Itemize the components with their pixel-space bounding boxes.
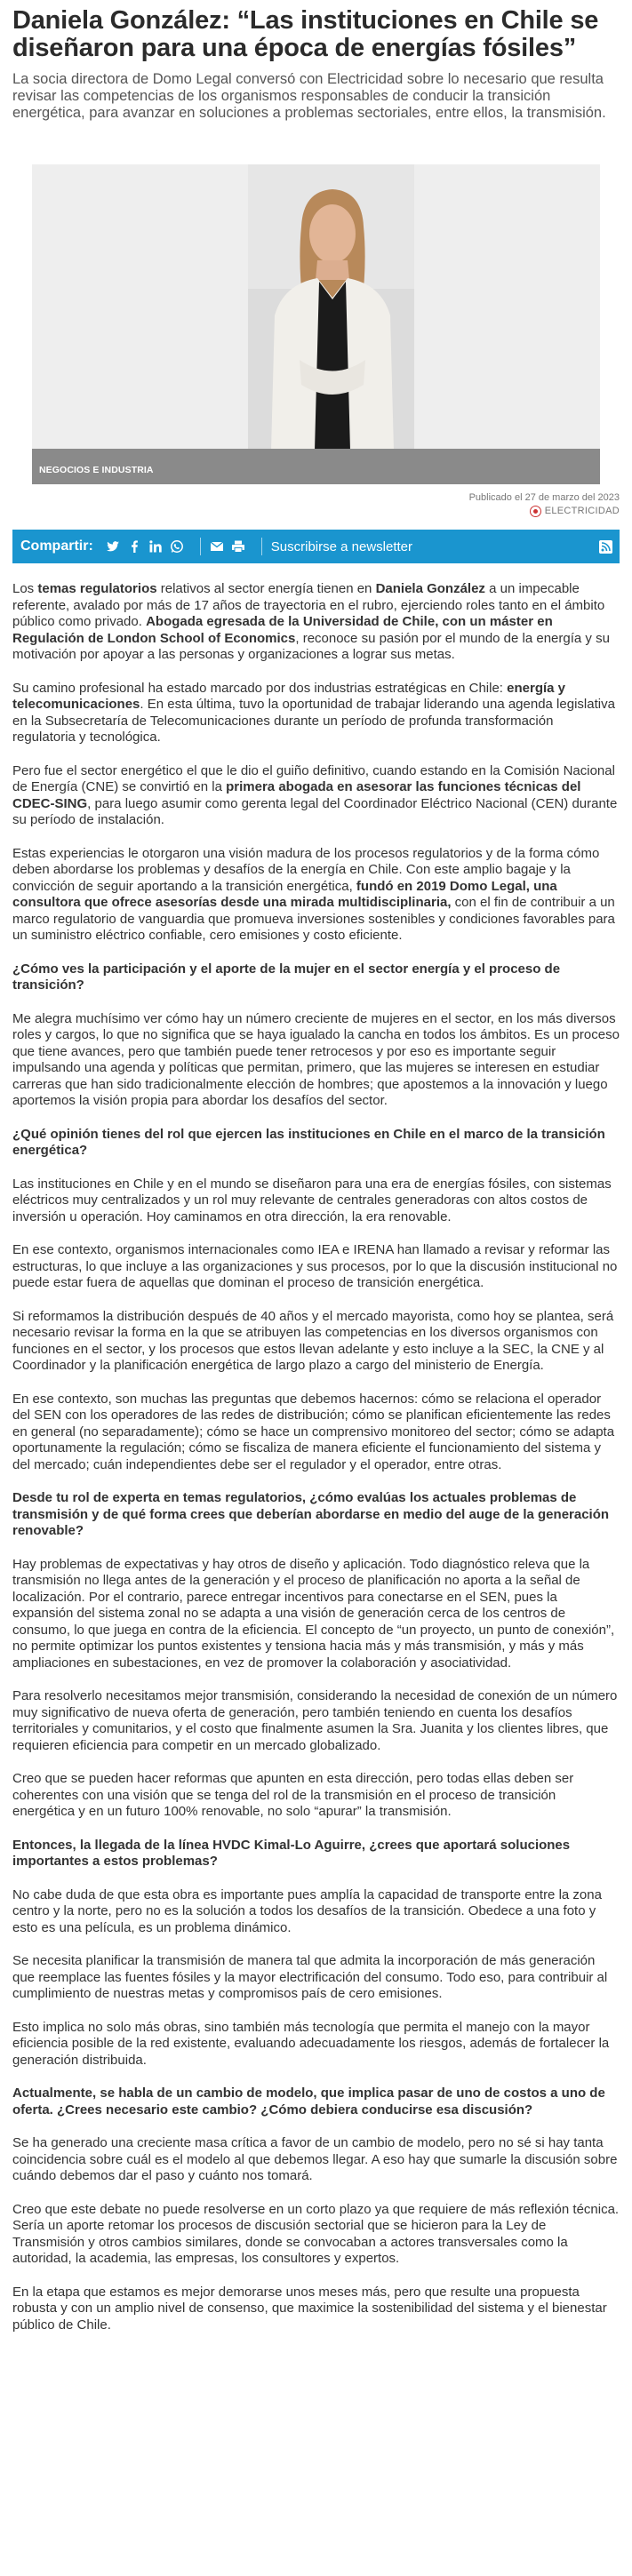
- section-tag-label: ELECTRICIDAD: [544, 506, 620, 516]
- bold-run: energía y telecomunicaciones: [12, 680, 566, 712]
- category-overlay: [32, 449, 600, 484]
- paragraph: [12, 846, 620, 945]
- linkedin-icon[interactable]: [148, 539, 163, 554]
- bold-run: Abogada egresada de la Universidad de Chile, con un máster en Regulación de London School of Economics: [12, 614, 553, 646]
- text-run: relativos al sector energía tienen en: [156, 581, 376, 596]
- bold-run: fundó en 2019 Domo Legal, una consultora que ofrece asesorías desde una mirada multidisciplinaria,: [12, 878, 557, 910]
- hero-image: [32, 164, 600, 484]
- text-run: Estas experiencias le otorgaron una visión madura de los procesos regulatorios y de la forma cómo deben abordarse los problemas y desafíos de la energía en Chile. Con este amplio bagaje y la convicción de seguir aportando a la transición energética,: [12, 845, 600, 894]
- category-label[interactable]: NEGOCIOS E INDUSTRIA: [39, 465, 154, 475]
- paragraph: No cabe duda de que esta obra es importante pues amplía la capacidad de transporte entre la zona centro y la norte, pero no es la solución a todos los desafíos de la transición. Obedece a una foto y esto es una película, es un problema dinámico.: [12, 1886, 602, 1935]
- facebook-icon[interactable]: [127, 539, 141, 554]
- article-meta: [12, 491, 620, 522]
- paragraph: Hay problemas de expectativas y hay otros de diseño y aplicación. Todo diagnóstico releva que la transmisión no llega antes de la generación y el proceso de planificación no aporta a la señal de localización. Por el contrario, parece entregar incentivos para conectarse en el SEN, pues la expansión del sistema zonal no se adapta a una visión de generación cerca de los centros de consumo, lo que juega en contra de la eficiencia. El concepto de “un proyecto, un punto de conexión”, no permite optimizar los puntos existentes y tensiona hacia más y más transmisión, y más y más ampliaciones en subestaciones, en vez de promover la colaboración y asociatividad.: [12, 1556, 615, 1671]
- text-run: a un impecable referente, avalado por más de 17 años de trayectoria en el rubro, ejerciendo roles tanto en el ámbito público como privado.: [12, 581, 605, 629]
- paragraph: En ese contexto, son muchas las preguntas que debemos hacernos: cómo se relaciona el operador del SEN con los operadores de las redes de distribución; cómo se planifican eficientemente las redes en general (no separadamente); cómo se hace un comprensivo monitoreo del sector; cómo se adapta oportunamente la regulación; cómo se fiscaliza de manera eficiente el funcionamiento del sistema y del mercado; cuán independientes debe ser el regulador y el operador, entre otras.: [12, 1391, 615, 1472]
- print-icon[interactable]: [231, 539, 245, 554]
- bold-run: Daniela González: [375, 581, 485, 596]
- paragraph: Esto implica no solo más obras, sino también más tecnología que permita el manejo con la mayor eficiencia posible de la red existente, evaluando adecuadamente los riesgos, además de fortalecer la generación distribuida.: [12, 2019, 610, 2068]
- share-divider: [261, 538, 262, 555]
- article-title: Daniela González: “Las instituciones en Chile se diseñaron para una época de energías fósiles”: [12, 6, 599, 62]
- interview-question: ¿Cómo ves la participación y el aporte de la mujer en el sector energía y el proceso de transición?: [12, 961, 561, 993]
- rss-icon[interactable]: [599, 540, 612, 554]
- bold-run: temas regulatorios: [37, 581, 157, 596]
- paragraph: Si reformamos la distribución después de 40 años y el mercado mayorista, como hoy se plantea, será necesario revisar la forma en la que se atribuyen las competencias en los diversos organismos con funciones en el sector, y los procesos que estos llevan adelante y esto incluye a la SEC, la CNE y al Coordinador y la planificación energética de largo plazo a cargo del ministerio de Energía.: [12, 1308, 614, 1373]
- email-icon[interactable]: [210, 539, 224, 554]
- text-run: . En esta última, tuvo la oportunidad de trabajar liderando una agenda legislativa en la Subsecretaría de Telecomunicaciones durante un período de profunda transformación regulatoria y tecnológica.: [12, 697, 615, 745]
- article-body: [12, 581, 620, 2333]
- text-run: Los: [12, 581, 38, 596]
- text-run: , reconoce su pasión por el mundo de la energía y su motivación por apoyar a las personas y organizaciones a lograr sus metas.: [12, 630, 610, 662]
- share-divider: [200, 538, 201, 555]
- paragraph: Se necesita planificar la transmisión de manera tal que admita la incorporación de más generación que reemplace las fuentes fósiles y la mayor electrificación del consumo. Todo eso, para contribuir al cumplimiento de nuestras metas y compromisos país de cero emisiones.: [12, 1953, 608, 2001]
- twitter-icon[interactable]: [106, 539, 120, 554]
- paragraph: Para resolverlo necesitamos mejor transmisión, considerando la necesidad de conexión de un número muy significativo de nueva oferta de generación, pero también teniendo en cuenta los desafíos territoriales y comunitarios, y el costo que finalmente asumen la Sra. Juanita y los clientes libres, que requieren eficiencia para competir en un mercado globalizado.: [12, 1688, 618, 1753]
- paragraph: [12, 763, 620, 829]
- paragraph: Creo que este debate no puede resolverse en un corto plazo ya que requiere de más reflexión técnica. Sería un aporte retomar los procesos de discusión sectorial que se hicieron para la Ley de Transmisión y otros cambios similares, donde se convocaban a actores transversales como la autoridad, la academia, las empresas, los consultores y expertos.: [12, 2201, 620, 2266]
- interview-question: Desde tu rol de experta en temas regulatorios, ¿cómo evalúas los actuales problemas de transmisión y de qué forma crees que deberían abordarse en medio del auge de la generación renovable?: [12, 1490, 610, 1538]
- share-label: Compartir:: [20, 538, 93, 554]
- paragraph: Creo que se pueden hacer reformas que apunten en esta dirección, pero todas ellas deben ser coherentes con una visión que se tenga del rol de la transmisión en el proceso de transición energética y en un futuro 100% renovable, no solo “apurar” la transmisión.: [12, 1771, 574, 1819]
- section-tag[interactable]: [530, 505, 620, 518]
- whatsapp-icon[interactable]: [170, 539, 184, 554]
- paragraph: En ese contexto, organismos internacionales como IEA e IRENA han llamado a revisar y reformar las estructuras, lo que incluye a las organizaciones y sus procesos, por lo que la discusión institucional no puede estar fuera de aquellas que dominan el proceso de transición energética.: [12, 1242, 618, 1290]
- article-dek: La socia directora de Domo Legal conversó con Electricidad sobre lo necesario que resulta revisar las competencias de los organismos responsables de conducir la transición energética, para avanzar en soluciones a problemas sectoriales, entre ellos, la transmisión.: [12, 71, 606, 121]
- paragraph: En la etapa que estamos es mejor demorarse unos meses más, pero que resulte una propuesta robusta y con un amplio nivel de consenso, que maximice la sostenibilidad del sistema y el bienestar público de Chile.: [12, 2284, 607, 2333]
- paragraph: Las instituciones en Chile y en el mundo se diseñaron para una era de energías fósiles, con sistemas eléctricos muy centralizados y un rol muy relevante de centrales generadoras con altos costos de inversión u operación. Hoy caminamos en otra dirección, la era renovable.: [12, 1176, 612, 1224]
- share-bar: [12, 530, 620, 563]
- portrait-illustration: [248, 164, 414, 484]
- interview-question: ¿Qué opinión tienes del rol que ejercen las instituciones en Chile en el marco de la transición energética?: [12, 1126, 605, 1158]
- publish-date: Publicado el 27 de marzo del 2023: [468, 492, 620, 503]
- text-run: Su camino profesional ha estado marcado por dos industrias estratégicas en Chile:: [12, 680, 508, 696]
- interview-question: Entonces, la llegada de la línea HVDC Kimal-Lo Aguirre, ¿crees que aportará soluciones importantes a estos problemas?: [12, 1837, 571, 1869]
- section-dot-icon: [530, 506, 541, 517]
- interview-question: Actualmente, se habla de un cambio de modelo, que implica pasar de uno de costos a uno de oferta. ¿Crees necesario este cambio? ¿Cómo debiera conducirse esa discusión?: [12, 2086, 605, 2117]
- paragraph: [12, 681, 620, 746]
- paragraph: Me alegra muchísimo ver cómo hay un número creciente de mujeres en el sector, en los más diversos roles y cargos, lo que no significa que se haya igualado la cancha en todos los ámbitos. Es un proceso que tiene avances, pero que también puede tener retrocesos y por eso es importante seguir impulsando una agenda y políticas que permitan, primero, que las mujeres se interesen en estudiar carreras que han sido tradicionalmente elección de hombres; que apostemos a la innovación y luego aportemos la visión propia para abordar los desafíos del sector.: [12, 1010, 620, 1108]
- text-run: , para luego asumir como gerenta legal del Coordinador Eléctrico Nacional (CEN) durante su período de instalación.: [12, 795, 618, 827]
- portrait-photo: [248, 164, 414, 484]
- text-run: Pero fue el sector energético el que le dio el guiño definitivo, cuando estando en la Comisión Nacional de Energía (CNE) se convirtió en la: [12, 762, 615, 794]
- bold-run: primera abogada en asesorar las funciones técnicas del CDEC-SING: [12, 779, 581, 811]
- paragraph: [12, 581, 620, 664]
- paragraph: Se ha generado una creciente masa crítica a favor de un cambio de modelo, pero no sé si hay tanta coincidencia sobre cuál es el modelo al que debemos llegar. A eso hay que sumarle la discusión sobre cuándo debemos dar el paso y cuánto nos tomará.: [12, 2135, 618, 2183]
- newsletter-link[interactable]: Suscribirse a newsletter: [270, 538, 413, 554]
- text-run: con el fin de contribuir a un marco regulatorio de vanguardia que promueva inversiones sostenibles y condiciones favorables para un suministro eléctrico confiable, cero emisiones y costo eficiente.: [12, 895, 615, 943]
